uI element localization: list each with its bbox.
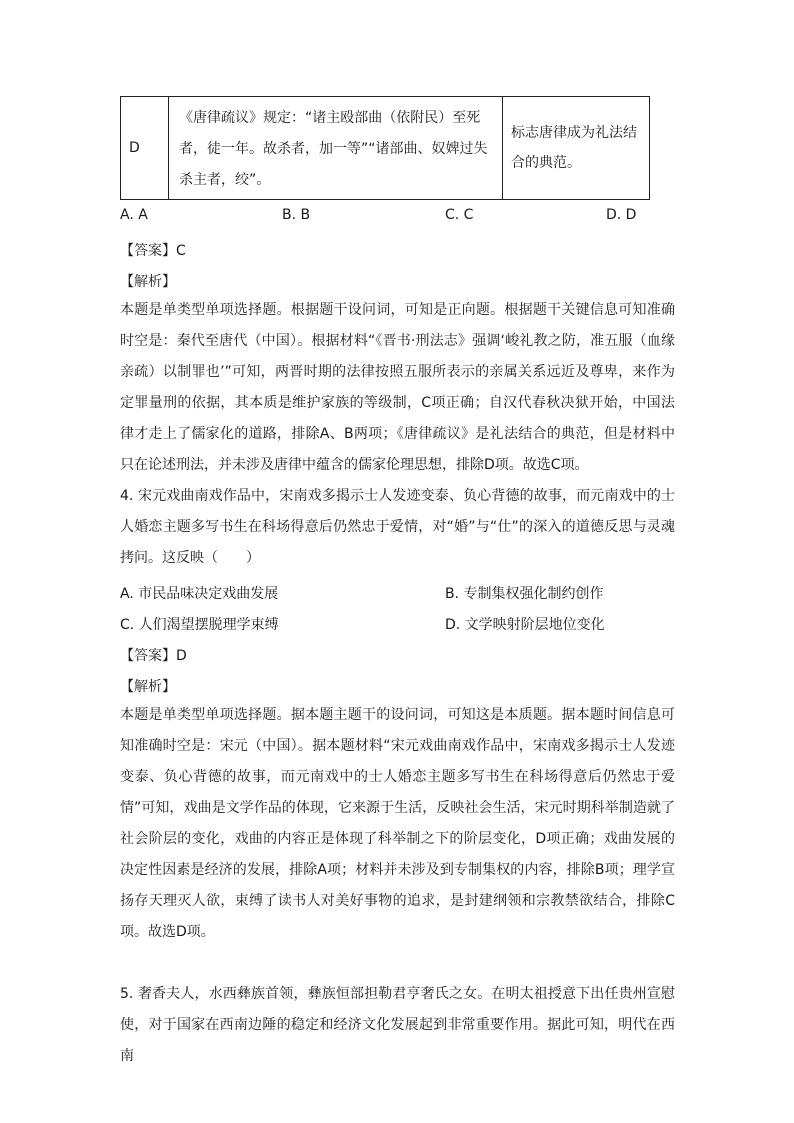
q5-stem: 5. 奢香夫人，水西彝族首领，彝族恒部担勒君亨奢氏之女。在明太祖授意下出任贵州宣慰使，对于国家在西南边陲的稳定和经济文化发展起到非常重要作用。据此可知，明代在西南 — [120, 986, 675, 1064]
q3-option-d[interactable]: D. D — [606, 207, 637, 223]
q4-answer: 【答案】D — [120, 648, 187, 664]
q4-analysis: 本题是单类型单项选择题。据本题主题干的设问词，可知这是本质题。据本题时间信息可知准确时空是：宋元（中国）。据本题材料“宋元戏曲南戏作品中，宋南戏多揭示士人发迹变泰、负心背德的故事，而元南戏中的士人婚恋主题多写书生在科场得意后仍然忠于爱情”可知，戏曲是文学作品的体现，它来源于生活，反映社会生活，宋元时期科举制造就了社会阶层的变化，戏曲的内容正是体现了科举制之下的阶层变化，D项正确；戏曲发展的决定性因素是经济的发展，排除A项；材料并未涉及到专制集权的内容，排除B项；理学宣扬存天理灭人欲，束缚了读书人对美好事物的追求，是封建纲领和宗教禁欲结合，排除C项。故选D项。 — [120, 707, 675, 940]
q4-option-a[interactable]: A. 市民品味决定戏曲发展 — [120, 586, 279, 602]
q4-option-c[interactable]: C. 人们渴望摆脱理学束缚 — [120, 617, 279, 633]
q4-option-d[interactable]: D. 文学映射阶层地位变化 — [445, 617, 605, 633]
q3-option-b[interactable]: B. B — [282, 207, 311, 223]
q3-option-a[interactable]: A. A — [120, 207, 148, 223]
table-row-content: 《唐律疏议》规定：“诸主殴部曲（依附民）至死者，徒一年。故杀者，加一等”“诸部曲、奴婢过失杀主者，绞”。 — [169, 97, 503, 199]
q4-option-b[interactable]: B. 专制集权强化制约创作 — [445, 586, 604, 602]
table-row-conclusion: 标志唐律成为礼法结合的典范。 — [511, 125, 637, 171]
q3-analysis-label: 【解析】 — [120, 274, 176, 290]
answer-table-row — [120, 96, 650, 200]
q3-option-c[interactable]: C. C — [445, 207, 474, 223]
q4-stem: 4. 宋元戏曲南戏作品中，宋南戏多揭示士人发迹变泰、负心背德的故事，而元南戏中的士人婚恋主题多写书生在科场得意后仍然忠于爱情，对“婚”与“仕”的深入的道德反思与灵魂拷问。这反映（ ） — [120, 488, 675, 566]
table-row-letter: D — [121, 97, 169, 199]
q3-analysis: 本题是单类型单项选择题。根据题干设问词，可知是正向题。根据题干关键信息可知准确时空是：秦代至唐代（中国）。根据材料“《晋书·刑法志》强调‘峻礼教之防，准五服（血缘亲疏）以制罪也’”可知，两晋时期的法律按照五服所表示的亲属关系远近及尊卑，来作为定罪量刑的依据，其本质是维护家族的等级制，C项正确；自汉代春秋决狱开始，中国法律才走上了儒家化的道路，排除A、B两项；《唐律疏议》是礼法结合的典范，但是材料中只在论述刑法，并未涉及唐律中蕴含的儒家伦理思想，排除D项。故选C项。 — [120, 302, 675, 473]
q4-analysis-label: 【解析】 — [120, 679, 176, 695]
q3-answer: 【答案】C — [120, 243, 186, 259]
